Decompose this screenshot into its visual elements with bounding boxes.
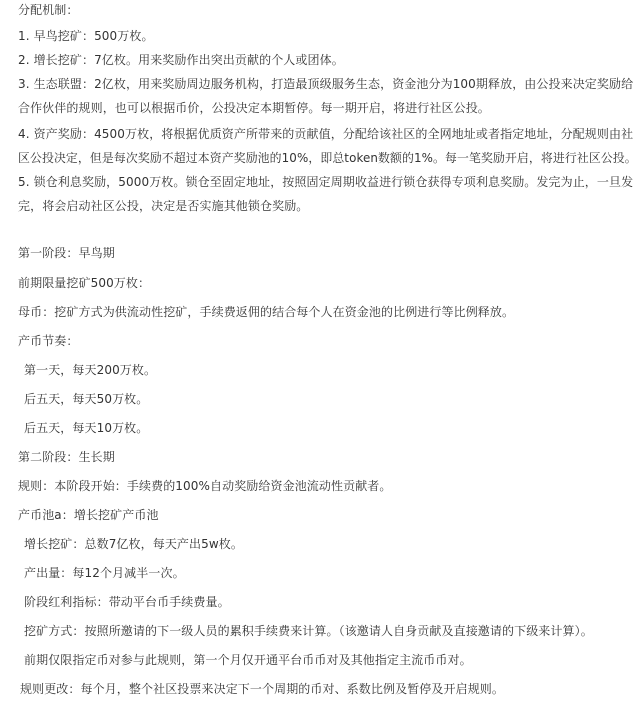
stage1-title: 第一阶段：早鸟期 [18,246,115,260]
mechanism-item-4-cont: 区公投决定，但是每次奖励不超过本资产奖励池的10%，即总token数额的1%。每一笔奖励开启，将进行社区公投。 [18,151,637,165]
mechanism-item-5-cont: 完，将会启动社区公投，决定是否实施其他锁仓奖励。 [18,199,309,213]
stage2-rule: 规则：本阶段开始：手续费的100%自动奖励给资金池流动性贡献者。 [18,479,392,493]
stage2-detail-output: 产出量：每12个月减半一次。 [24,566,185,580]
stage1-rhythm-label: 产币节奏： [18,334,79,348]
stage2-detail-pairs: 前期仅限指定币对参与此规则，第一个月仅开通平台币币对及其他指定主流币币对。 [24,653,472,667]
stage2-detail-method: 挖矿方式：按照所邀请的下一级人员的累积手续费来计算。（该邀请人自身贡献及直接邀请的下级来计算）。 [24,624,593,638]
stage1-mother-coin: 母币：挖矿方式为供流动性挖矿，手续费返佣的结合每个人在资金池的比例进行等比例释放。 [18,305,515,319]
mechanism-item-3-cont: 合作伙伴的规则，也可以根据币价，公投决定本期暂停。每一期开启，将进行社区公投。 [18,101,490,115]
mechanism-item-1: 1. 早鸟挖矿：500万枚。 [18,29,154,43]
stage2-pool-title: 产币池a：增长挖矿产币池 [18,508,159,522]
mechanism-item-3: 3. 生态联盟：2亿枚，用来奖励周边服务机构，打造最顶级服务生态，资金池分为100期释放，由公投来决定奖励给 [18,77,634,91]
mechanism-heading: 分配机制： [18,3,79,17]
stage2-title: 第二阶段：生长期 [18,450,115,464]
stage1-rhythm-item-1: 第一天，每天200万枚。 [24,363,157,377]
mechanism-item-2: 2. 增长挖矿：7亿枚。用来奖励作出突出贡献的个人或团体。 [18,53,344,67]
stage2-detail-indicator: 阶段红利指标：带动平台币手续费量。 [24,595,230,609]
stage1-limit: 前期限量挖矿500万枚： [18,276,151,290]
mechanism-item-4: 4. 资产奖励：4500万枚，将根据优质资产所带来的贡献值，分配给该社区的全网地址或者指定地址，分配规则由社 [18,127,634,141]
stage2-detail-growth: 增长挖矿：总数7亿枚，每天产出5w枚。 [24,537,243,551]
stage1-rhythm-item-3: 后五天，每天10万枚。 [24,421,149,435]
stage1-rhythm-item-2: 后五天，每天50万枚。 [24,392,149,406]
mechanism-item-5: 5. 锁仓利息奖励，5000万枚。锁仓至固定地址，按照固定周期收益进行锁仓获得专项利息奖励。发完为止，一旦发 [18,175,634,189]
stage2-detail-changes: 规则更改：每个月，整个社区投票来决定下一个周期的币对、系数比例及暂停及开启规则。 [20,682,505,696]
